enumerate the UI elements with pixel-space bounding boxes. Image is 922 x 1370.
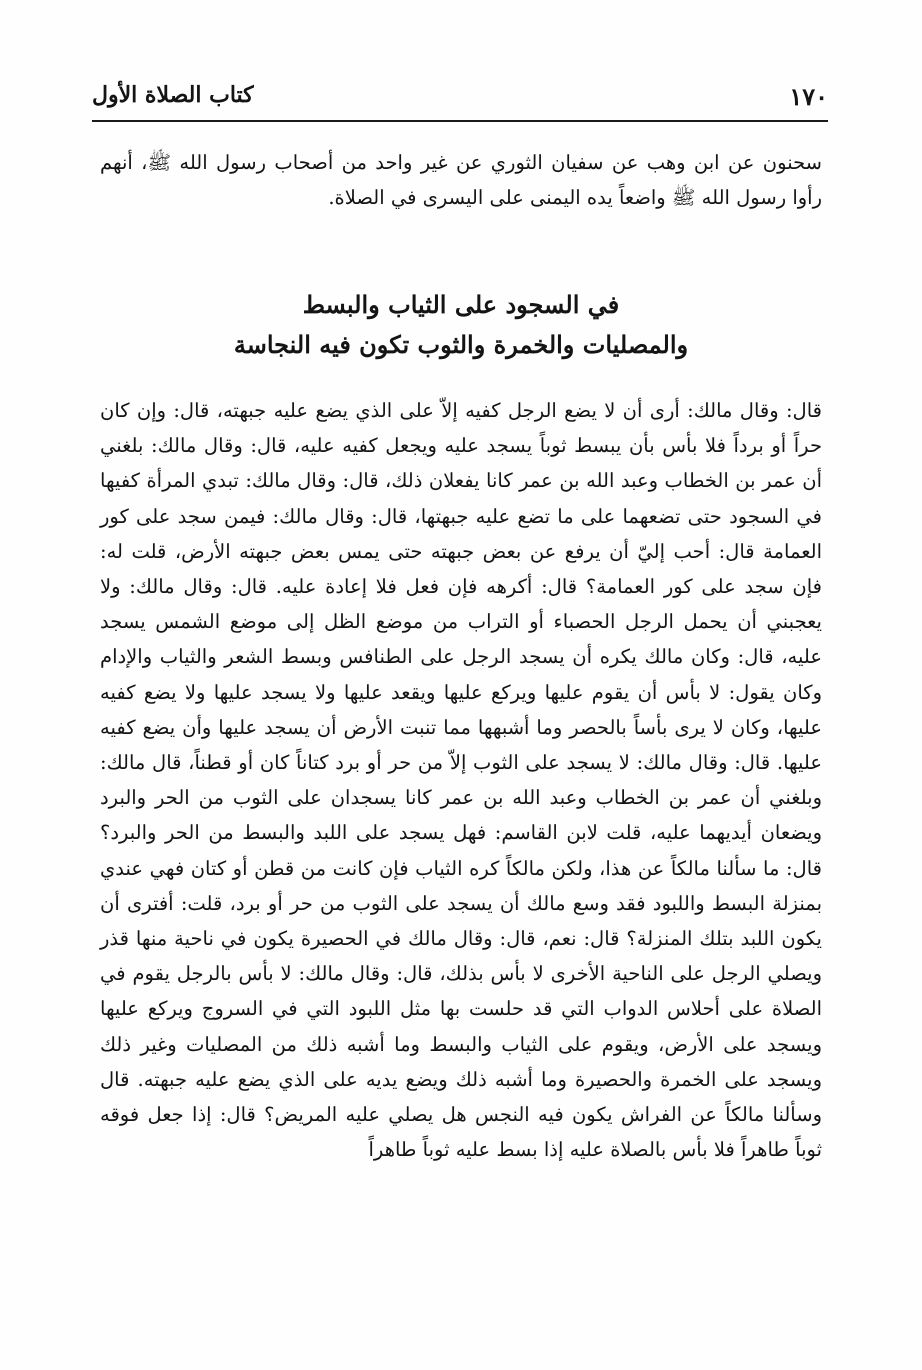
section-heading-line-2: والمصليات والخمرة والثوب تكون فيه النجاسة: [233, 330, 689, 359]
section-heading-line-1: في السجود على الثياب والبسط: [302, 290, 620, 319]
page-number: ١٧٠: [789, 82, 828, 111]
main-text: قال: وقال مالك: أرى أن لا يضع الرجل كفيه إلاّ على الذي يضع عليه جبهته، قال: وإن كان حراً أو برداً فلا بأس بأن يبسط ثوباً يسجد عليه ويجعل كفيه عليه، قال: وقال مالك: بلغني أن عمر بن الخطاب وعبد الله بن عمر كانا يفعلان ذلك، قال: وقال مالك: تبدي المرأة كفيها في السجود حتى تضعهما على ما تضع عليه جبهتها، قال: وقال مالك: فيمن سجد على كور العمامة قال: أحب إليّ أن يرفع عن بعض جبهته حتى يمس بعض جبهته الأرض، قلت له: فإن سجد على كور العمامة؟ قال: أكرهه فإن فعل فلا إعادة عليه. قال: وقال مالك: ولا يعجبني أن يحمل الرجل الحصباء أو التراب من موضع الظل إلى موضع الشمس يسجد عليه، قال: وكان مالك يكره أن يسجد الرجل على الطنافس وبسط الشعر والثياب والإدام وكان يقول: لا بأس أن يقوم عليها ويركع عليها ويقعد عليها ولا يسجد عليها ولا يضع كفيه عليها، وكان لا يرى بأساً بالحصر وما أشبهها مما تنبت الأرض أن يسجد عليها وأن يضع كفيه عليها. قال: وقال مالك: لا يسجد على الثوب إلاّ من حر أو برد كتاناً كان أو قطناً، قال مالك: وبلغني أن عمر بن الخطاب وعبد الله بن عمر كانا يسجدان على الثوب من الحر والبرد ويضعان أيديهما عليه، قلت لابن القاسم: فهل يسجد على اللبد والبسط من الحر والبرد؟ قال: ما سألنا مالكاً عن هذا، ولكن مالكاً كره الثياب فإن كانت من قطن أو كتان فهي عندي بمنزلة البسط واللبود فقد وسع مالك أن يسجد على الثوب من حر أو برد، قلت: أفترى أن يكون اللبد بتلك المنزلة؟ قال: نعم، قال: وقال مالك في الحصيرة يكون في ناحية منها قذر ويصلي الرجل على الناحية الأخرى لا بأس بذلك، قال: وقال مالك: لا بأس بالرجل يقوم في الصلاة على أحلاس الدواب التي قد حلست بها مثل اللبود التي في السروج ويركع عليها ويسجد على الأرض، ويقوم على الثياب والبسط وما أشبه ذلك من المصليات وغير ذلك ويسجد على الخمرة والحصيرة وما أشبه ذلك ويضع يديه على الذي يضع عليه جبهته. قال وسألنا مالكاً عن الفراش يكون فيه النجس هل يصلي عليه المريض؟ قال: إذا جعل فوقه ثوباً طاهراً فلا بأس بالصلاة عليه إذا بسط عليه ثوباً طاهراً: [100, 399, 822, 1162]
main-paragraph: [100, 393, 822, 1167]
page-header: [92, 78, 828, 118]
intro-paragraph: [100, 145, 822, 215]
header-divider: [92, 120, 828, 122]
running-title: كتاب الصلاة الأول: [92, 82, 254, 108]
intro-text: سحنون عن ابن وهب عن سفيان الثوري عن غير واحد من أصحاب رسول الله ﷺ، أنهم رأوا رسول الله ﷺ واضعاً يده اليمنى على اليسرى في الصلاة.: [100, 151, 822, 209]
section-heading: [100, 285, 822, 365]
